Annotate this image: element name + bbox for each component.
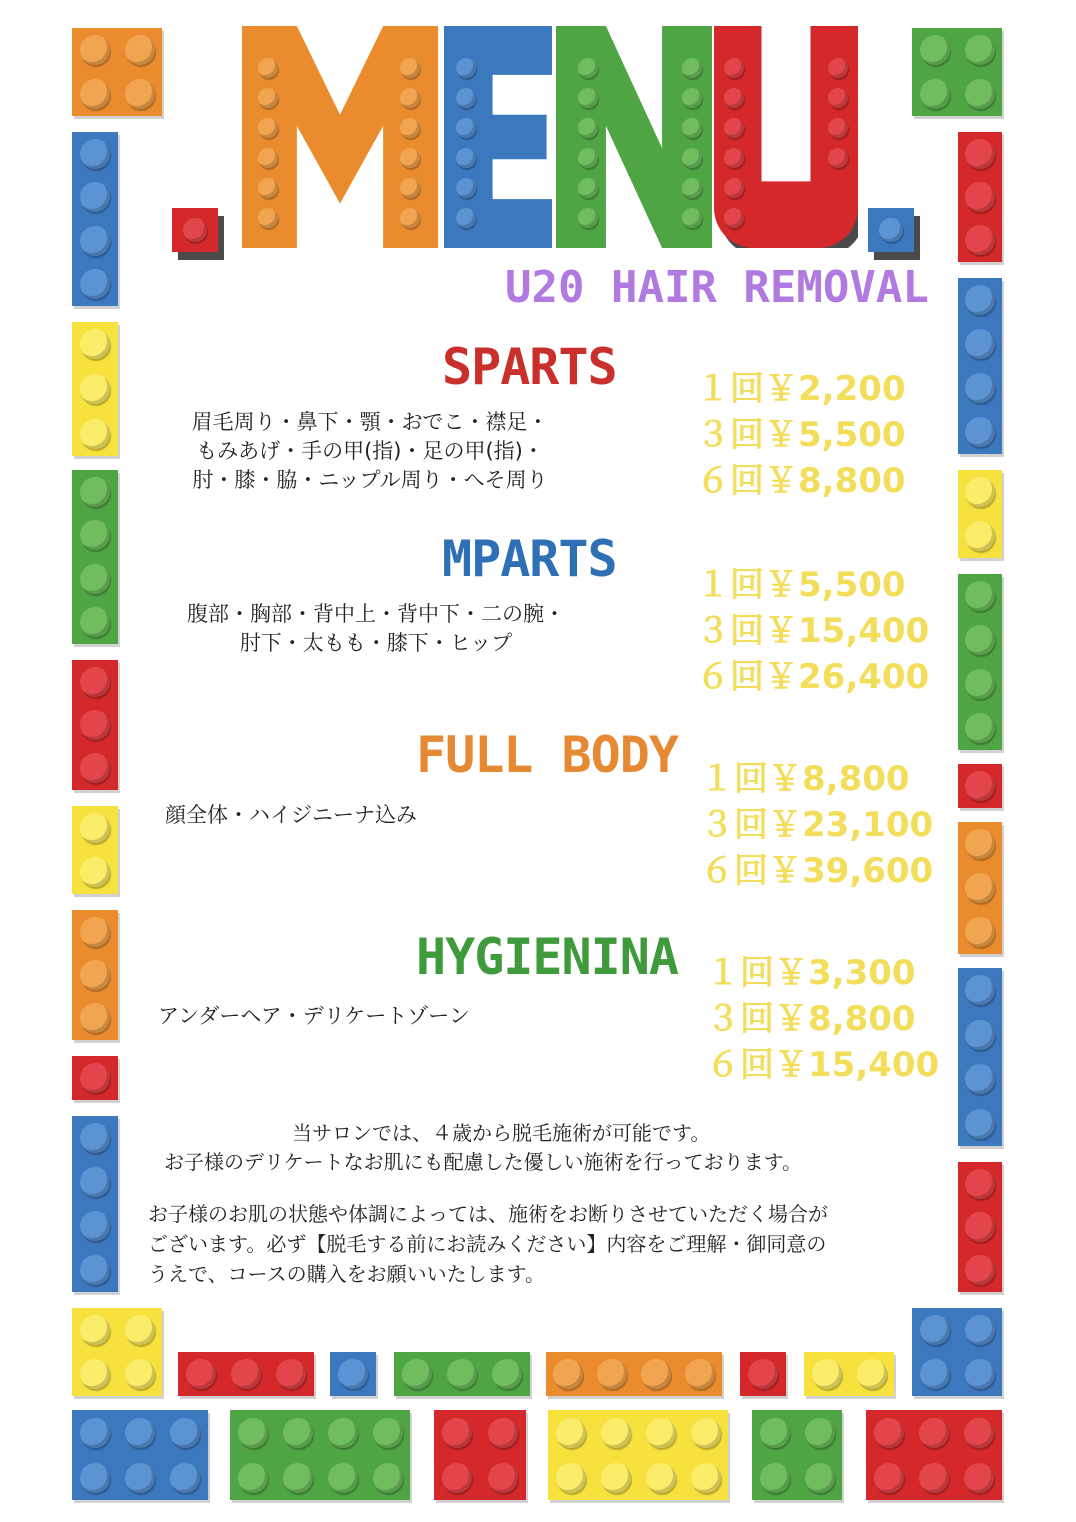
title-stud — [400, 118, 420, 138]
title-stud — [682, 208, 702, 228]
price-list-full-body — [700, 756, 933, 894]
brick-stud — [80, 753, 110, 783]
lego-brick — [72, 806, 118, 894]
lego-brick — [72, 28, 162, 116]
desc-line: 顔全体・ハイジニーナ込み — [165, 803, 417, 827]
brick-stud — [488, 1463, 518, 1493]
brick-stud — [965, 79, 995, 109]
brick-stud — [442, 1463, 472, 1493]
section-title-hygienina: HYGIENINA — [416, 928, 678, 986]
brick-stud — [283, 1418, 313, 1448]
title-stud — [258, 58, 278, 78]
note-line-3: お子様のお肌の状態や体調によっては、施術をお断りさせていただく場合が — [148, 1202, 828, 1226]
brick-stud — [276, 1359, 306, 1389]
brick-stud — [488, 1418, 518, 1448]
desc-line: 肘下・太もも・膝下・ヒップ — [239, 631, 513, 655]
brick-stud — [338, 1359, 368, 1389]
brick-stud — [760, 1463, 790, 1493]
brick-stud — [965, 829, 995, 859]
brick-stud — [80, 1255, 110, 1285]
lego-brick — [434, 1410, 526, 1500]
brick-stud — [125, 79, 155, 109]
brick-stud — [691, 1418, 721, 1448]
brick-stud — [80, 35, 110, 65]
price-1x: １回￥8,800 — [700, 759, 910, 799]
title-stud — [578, 208, 598, 228]
note-line-1: 当サロンでは、４歳から脱毛施術が可能です。 — [292, 1121, 711, 1145]
title-stud — [724, 148, 744, 168]
lego-brick — [958, 470, 1002, 558]
lego-brick — [912, 1308, 1002, 1396]
brick-stud — [125, 1359, 155, 1389]
title-stud — [682, 88, 702, 108]
brick-stud — [965, 1020, 995, 1050]
brick-stud — [641, 1359, 671, 1389]
title-stud — [724, 88, 744, 108]
brick-stud — [80, 477, 110, 507]
brick-stud — [748, 1359, 778, 1389]
desc-line: 肘・膝・脇・ニップル周り・へそ周り — [192, 468, 548, 492]
brick-stud — [442, 1418, 472, 1448]
brick-stud — [965, 625, 995, 655]
brick-stud — [328, 1418, 358, 1448]
lego-brick — [958, 574, 1002, 750]
brick-stud — [80, 1463, 110, 1493]
title-stud — [578, 58, 598, 78]
brick-stud — [125, 1463, 155, 1493]
lego-brick — [958, 968, 1002, 1146]
section-title-mparts: MPARTS — [442, 530, 617, 588]
brick-stud — [964, 1418, 994, 1448]
title-stud — [258, 148, 278, 168]
brick-stud — [685, 1359, 715, 1389]
title-stud — [724, 58, 744, 78]
brick-stud — [919, 1418, 949, 1448]
brick-stud — [920, 79, 950, 109]
title-stud — [682, 118, 702, 138]
brick-stud — [80, 1167, 110, 1197]
desc-line: 腹部・胸部・背中上・背中下・二の腕・ — [187, 602, 565, 626]
title-stud — [578, 88, 598, 108]
price-6x: ６回￥26,400 — [696, 657, 930, 697]
section-desc-hygienina — [158, 1002, 470, 1031]
brick-stud — [556, 1418, 586, 1448]
title-stud — [682, 178, 702, 198]
brick-stud — [80, 917, 110, 947]
note-line-4: ございます。必ず【脱毛する前にお読みください】内容をご理解・御同意の — [148, 1232, 827, 1256]
title-stud — [724, 118, 744, 138]
lego-brick — [548, 1410, 728, 1500]
brick-stud — [965, 873, 995, 903]
lego-brick — [804, 1352, 894, 1396]
brick-stud — [646, 1463, 676, 1493]
price-1x: １回￥3,300 — [706, 953, 916, 993]
lego-brick — [72, 1116, 118, 1292]
price-list-mparts — [696, 562, 929, 700]
lego-brick — [752, 1410, 842, 1500]
title-stud — [724, 178, 744, 198]
title-stud — [456, 58, 476, 78]
brick-stud — [283, 1463, 313, 1493]
brick-stud — [125, 1315, 155, 1345]
brick-stud — [186, 1359, 216, 1389]
lego-brick — [72, 1056, 118, 1100]
section-title-full-body: FULL BODY — [416, 726, 678, 784]
title-stud — [400, 208, 420, 228]
brick-stud — [601, 1463, 631, 1493]
title-stud — [828, 148, 848, 168]
lego-brick — [958, 278, 1002, 454]
brick-stud — [597, 1359, 627, 1389]
brick-stud — [691, 1463, 721, 1493]
lego-brick — [958, 132, 1002, 262]
lego-brick — [546, 1352, 722, 1396]
brick-stud — [80, 269, 110, 299]
section-title-sparts: SPARTS — [442, 338, 617, 396]
brick-stud — [80, 1123, 110, 1153]
brick-stud — [964, 1463, 994, 1493]
brick-stud — [805, 1463, 835, 1493]
brick-stud — [80, 520, 110, 550]
brick-stud — [965, 329, 995, 359]
brick-stud — [80, 139, 110, 169]
note-line-2: お子様のデリケートなお肌にも配慮した優しい施術を行っております。 — [164, 1150, 802, 1174]
brick-stud — [125, 1418, 155, 1448]
brick-stud — [80, 1211, 110, 1241]
brick-stud — [80, 1359, 110, 1389]
title-stud — [400, 58, 420, 78]
lego-brick — [72, 322, 118, 456]
brick-stud — [965, 225, 995, 255]
section-desc-sparts — [165, 408, 575, 495]
brick-stud — [920, 1359, 950, 1389]
title-stud — [578, 118, 598, 138]
brick-stud — [965, 373, 995, 403]
price-6x: ６回￥8,800 — [696, 461, 906, 501]
title-stud — [400, 88, 420, 108]
brick-stud — [80, 329, 110, 359]
price-3x: ３回￥15,400 — [696, 611, 930, 651]
title-stud — [456, 148, 476, 168]
price-6x: ６回￥15,400 — [706, 1045, 940, 1085]
desc-line: アンダーヘア・デリケートゾーン — [158, 1004, 470, 1028]
title-stud — [258, 88, 278, 108]
title-stud — [456, 208, 476, 228]
brick-stud — [447, 1359, 477, 1389]
brick-stud — [170, 1418, 200, 1448]
title-stud — [456, 88, 476, 108]
desc-line: もみあげ・手の甲(指)・足の甲(指)・ — [196, 439, 544, 463]
brick-stud — [920, 35, 950, 65]
price-6x: ６回￥39,600 — [700, 851, 934, 891]
brick-stud — [812, 1359, 842, 1389]
brick-stud — [80, 374, 110, 404]
brick-stud — [965, 1315, 995, 1345]
title-stud — [400, 148, 420, 168]
brick-stud — [965, 521, 995, 551]
price-3x: ３回￥23,100 — [700, 805, 934, 845]
brick-stud — [80, 1063, 110, 1093]
brick-stud — [238, 1463, 268, 1493]
title-stud — [879, 218, 903, 242]
lego-brick — [72, 910, 118, 1040]
brick-stud — [965, 417, 995, 447]
brick-stud — [965, 975, 995, 1005]
brick-stud — [80, 1315, 110, 1345]
price-list-sparts — [696, 366, 906, 504]
title-stud — [456, 178, 476, 198]
price-1x: １回￥2,200 — [696, 369, 906, 409]
subtitle: U20 HAIR REMOVAL — [505, 262, 929, 313]
brick-stud — [965, 1255, 995, 1285]
brick-stud — [965, 1064, 995, 1094]
brick-stud — [874, 1463, 904, 1493]
lego-brick — [958, 1162, 1002, 1292]
brick-stud — [556, 1463, 586, 1493]
brick-stud — [965, 917, 995, 947]
title-stud — [258, 118, 278, 138]
brick-stud — [80, 564, 110, 594]
brick-stud — [965, 35, 995, 65]
brick-stud — [80, 419, 110, 449]
lego-brick — [178, 1352, 314, 1396]
lego-brick — [740, 1352, 786, 1396]
brick-stud — [231, 1359, 261, 1389]
brick-stud — [965, 182, 995, 212]
title-stud — [682, 148, 702, 168]
lego-brick — [230, 1410, 410, 1500]
brick-stud — [373, 1463, 403, 1493]
brick-stud — [857, 1359, 887, 1389]
title-stud — [578, 178, 598, 198]
title-stud — [258, 208, 278, 228]
brick-stud — [492, 1359, 522, 1389]
lego-brick — [72, 1410, 208, 1500]
brick-stud — [646, 1418, 676, 1448]
brick-stud — [80, 857, 110, 887]
price-3x: ３回￥8,800 — [706, 999, 916, 1039]
lego-brick — [394, 1352, 530, 1396]
brick-stud — [965, 1359, 995, 1389]
brick-stud — [601, 1418, 631, 1448]
lego-brick — [72, 660, 118, 790]
brick-stud — [965, 581, 995, 611]
brick-stud — [805, 1418, 835, 1448]
section-desc-full-body — [165, 801, 417, 830]
lego-brick — [866, 1410, 1002, 1500]
brick-stud — [80, 607, 110, 637]
brick-stud — [402, 1359, 432, 1389]
brick-stud — [553, 1359, 583, 1389]
brick-stud — [80, 667, 110, 697]
title-stud — [828, 58, 848, 78]
brick-stud — [125, 35, 155, 65]
lego-brick — [330, 1352, 376, 1396]
title-stud — [724, 208, 744, 228]
brick-stud — [80, 182, 110, 212]
title-stud — [578, 148, 598, 168]
brick-stud — [80, 710, 110, 740]
title-stud — [183, 218, 207, 242]
lego-brick — [72, 1308, 162, 1396]
brick-stud — [80, 79, 110, 109]
title-stud — [400, 178, 420, 198]
brick-stud — [760, 1418, 790, 1448]
brick-stud — [80, 226, 110, 256]
price-list-hygienina — [706, 950, 939, 1088]
desc-line: 眉毛周り・鼻下・顎・おでこ・襟足・ — [191, 410, 549, 434]
brick-stud — [80, 1003, 110, 1033]
brick-stud — [965, 285, 995, 315]
brick-stud — [874, 1418, 904, 1448]
brick-stud — [170, 1463, 200, 1493]
title-stud — [456, 118, 476, 138]
title-stud — [682, 58, 702, 78]
brick-stud — [965, 669, 995, 699]
brick-stud — [80, 1418, 110, 1448]
brick-stud — [965, 713, 995, 743]
brick-stud — [80, 960, 110, 990]
lego-brick — [958, 764, 1002, 808]
lego-brick — [958, 822, 1002, 954]
brick-stud — [965, 1212, 995, 1242]
brick-stud — [328, 1463, 358, 1493]
lego-brick — [72, 470, 118, 644]
price-1x: １回￥5,500 — [696, 565, 906, 605]
brick-stud — [919, 1463, 949, 1493]
brick-stud — [238, 1418, 268, 1448]
title-stud — [828, 118, 848, 138]
brick-stud — [965, 1169, 995, 1199]
note-line-5: うえで、コースの購入をお願いいたします。 — [148, 1262, 545, 1286]
title-stud — [828, 88, 848, 108]
brick-stud — [965, 477, 995, 507]
price-3x: ３回￥5,500 — [696, 415, 906, 455]
brick-stud — [965, 771, 995, 801]
section-desc-mparts — [160, 600, 592, 658]
brick-stud — [920, 1315, 950, 1345]
lego-brick — [72, 132, 118, 306]
lego-brick — [912, 28, 1002, 116]
brick-stud — [965, 1109, 995, 1139]
brick-stud — [965, 139, 995, 169]
brick-stud — [80, 813, 110, 843]
brick-stud — [373, 1418, 403, 1448]
title-stud — [258, 178, 278, 198]
